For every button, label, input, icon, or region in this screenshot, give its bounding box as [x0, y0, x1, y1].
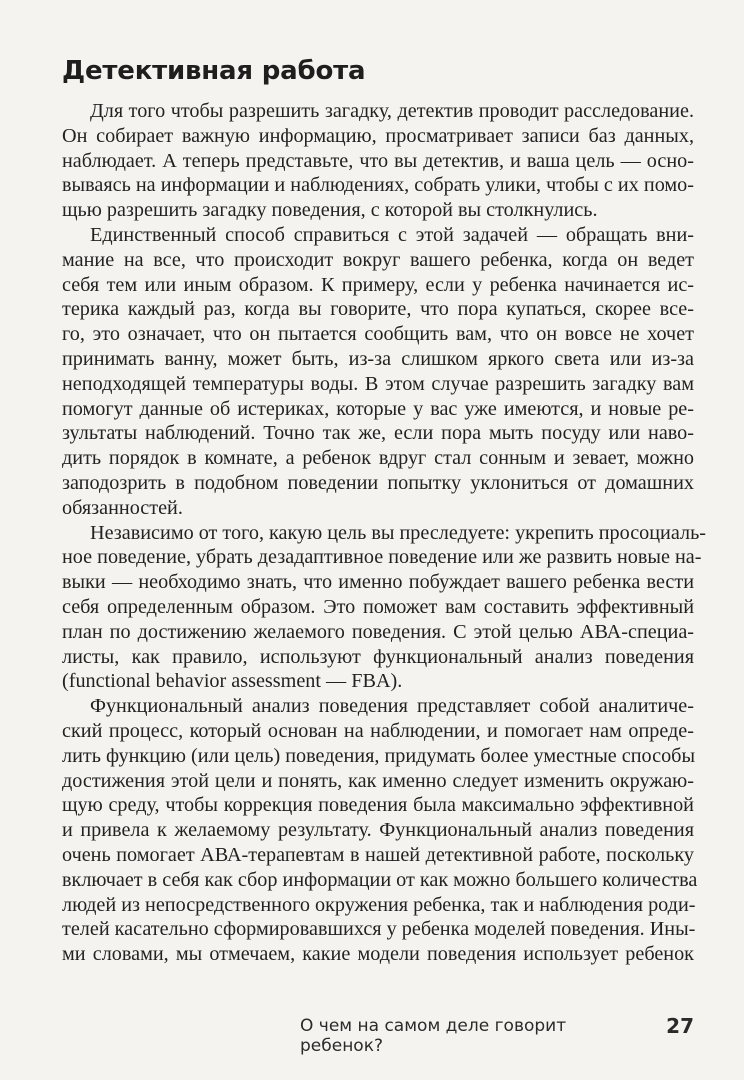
section-heading: Детективная работа — [62, 56, 366, 86]
text-line: себя определенным образом. Это поможет вам составить эффективный — [62, 595, 694, 618]
text-line: Единственный способ справиться с этой задачей — обращать вни- — [90, 223, 694, 246]
text-line: наблюдает. А теперь представьте, что вы детектив, и ваша цель — осно- — [62, 149, 694, 172]
text-line: выки — необходимо знать, что именно побуждает вашего ребенка вести — [62, 571, 694, 594]
body-text — [62, 99, 707, 967]
text-line: себя тем или иным образом. К примеру, если у ребенка начинается ис- — [62, 273, 694, 296]
text-line: Независимо от того, какую цель вы преследуете: укрепить просоциаль- — [90, 521, 707, 544]
text-line: щую среду, чтобы коррекция поведения была максимально эффективной — [62, 794, 694, 817]
text-line: принимать ванну, может быть, из-за слишком яркого света или из-за — [62, 347, 694, 370]
text-line: ное поведение, убрать дезадаптивное поведение или же развить новые на- — [62, 546, 702, 569]
text-line: го, это означает, что он пытается сообщить вам, что он вовсе не хочет — [62, 323, 694, 346]
text-line: и привела к желаемому результату. Функциональный анализ поведения — [62, 819, 694, 842]
text-line: вываясь на информации и наблюдениях, собрать улики, чтобы с их помо- — [62, 174, 694, 197]
text-line: дить порядок в комнате, а ребенок вдруг стал сонным и зевает, можно — [62, 447, 694, 470]
text-line: достижения этой цели и понять, как именно следует изменить окружаю- — [62, 769, 694, 792]
text-line: (functional behavior assessment — FBA). — [62, 670, 403, 693]
text-line: лить функцию (или цель) поведения, придумать более уместные способы — [62, 744, 696, 767]
text-line: включает в себя как сбор информации от как можно большего количества — [62, 868, 698, 891]
text-line: план по достижению желаемого поведения. С этой целью АВА-специа- — [62, 620, 694, 643]
text-line: неподходящей температуры воды. В этом случае разрешить загадку вам — [62, 372, 694, 395]
paragraph — [62, 223, 694, 521]
text-line: обязанностей. — [62, 496, 183, 519]
text-line: ский процесс, который основан на наблюдении, и помогает нам опреде- — [62, 719, 694, 742]
text-line: зультаты наблюдений. Точно так же, если пора мыть посуду или наво- — [62, 422, 694, 445]
text-line: заподозрить в подобном поведении попытку уклониться от домашних — [62, 471, 694, 494]
text-line: Функциональный анализ поведения представляет собой аналитиче- — [90, 695, 694, 718]
paragraph — [62, 521, 707, 695]
paragraph — [62, 694, 698, 967]
text-line: щью разрешить загадку поведения, с которой вы столкнулись. — [62, 199, 598, 222]
text-line: листы, как правило, используют функциональный анализ поведения — [62, 645, 694, 668]
page-number: 27 — [666, 1014, 694, 1038]
text-line: терика каждый раз, когда вы говорите, что пора купаться, скорее все- — [62, 298, 694, 321]
text-line: ми словами, мы отмечаем, какие модели поведения использует ребенок — [62, 943, 694, 966]
running-title: О чем на самом деле говорит ребенок? — [300, 1016, 567, 1056]
text-line: телей касательно сформировавшихся у ребенка моделей поведения. Ины- — [62, 918, 696, 941]
paragraph — [62, 99, 694, 223]
text-line: людей из непосредственного окружения ребенка, так и наблюдения роди- — [62, 893, 696, 916]
text-line: Он собирает важную информацию, просматривает записи баз данных, — [62, 124, 694, 147]
text-line: мание на все, что происходит вокруг вашего ребенка, когда он ведет — [62, 248, 694, 271]
page-footer — [300, 1014, 694, 1056]
text-line: помогут данные об истериках, которые у вас уже имеются, и новые ре- — [62, 397, 694, 420]
text-line: очень помогает АВА-терапевтам в нашей детективной работе, поскольку — [62, 843, 694, 866]
text-line: Для того чтобы разрешить загадку, детектив проводит расследование. — [90, 100, 694, 122]
